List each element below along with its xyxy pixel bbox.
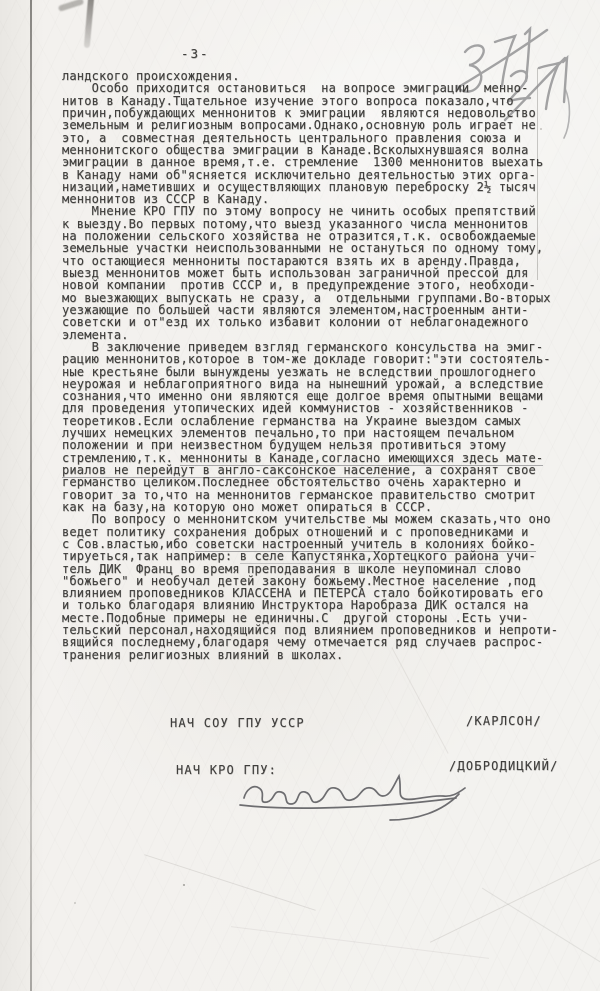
text-line: стремлению,т.к. меннониты в Канаде,согласно имеющихся здесь мате- bbox=[62, 450, 544, 465]
text-line: транения религиозных влияний в школах. bbox=[62, 647, 344, 662]
corner-crease-mark bbox=[58, 0, 85, 12]
signatory-name-karlson: /КАРЛСОН/ bbox=[466, 714, 542, 728]
text-line: вящийся последнему,благодаря чему отмечается ряд случаев распрос- bbox=[62, 635, 544, 650]
text-line: Мнение КРО ГПУ по этому вопросу не чинить особых препятствий bbox=[62, 204, 536, 219]
text-line: теоретиков.Если ослабление германства на Украине выездом самых bbox=[62, 413, 522, 428]
text-line: к выезду.Во первых потому,что выезд указанного числа меннонитов bbox=[62, 216, 529, 231]
text-line: с Сов.властью,ибо советски настроенный учитель в колониях бойко- bbox=[62, 536, 536, 551]
text-line: сознания,что именно они являются еще долгое время опытными вещами bbox=[62, 389, 544, 404]
text-line: ные крестьяне были вынуждены уезжать не вследствии прошлогоднего bbox=[62, 364, 536, 379]
text-line: как на базу,на которую оно может опираться в СССР. bbox=[62, 499, 433, 514]
text-line: меннонитов из СССР в Канаду. bbox=[62, 192, 270, 207]
text-line: на положении сельского хозяйства не отразится,т.к. освобождаемые bbox=[62, 229, 536, 244]
text-line: уезжающие по большей части являются элементом,настроенным анти- bbox=[62, 302, 529, 317]
paper-speck bbox=[74, 902, 76, 904]
text-line: По вопросу о меннонитском учительстве мы можем сказать,что оно bbox=[62, 512, 551, 527]
text-line: тируеться,так например: в селе Капустянка,Хортецкого района учи- bbox=[62, 549, 536, 564]
pencil-underlined-text: советски настроенный учитель в колониях бойко- bbox=[195, 536, 536, 551]
text-line: В заключение приведем взгляд германского консульства на эмиг- bbox=[62, 339, 544, 354]
pencil-underlined-text: риалов не перейдут в англо-саксонское население bbox=[62, 463, 411, 477]
text-line: и только благодаря влиянию Инструктора Наробраза ДИК остался на bbox=[62, 598, 529, 613]
text-line: Особо приходится остановиться на вопросе эмиграции менно- bbox=[62, 81, 529, 96]
text-line: низаций,наметивших и осуществляющих плановую переброску 2½ тысяч bbox=[62, 179, 536, 194]
paper-scratch bbox=[430, 854, 600, 943]
text-line: лучших немецких элементов печально,то при настоящем печальном bbox=[62, 426, 514, 441]
text-line: земельным и религиозным вопросами.Однако,основную роль играет не bbox=[62, 118, 536, 133]
text-line: для проведения утопических идей коммунистов - хозяйственников - bbox=[62, 401, 529, 416]
text-line: нитов в Канаду.Тщательное изучение этого вопроса показало,что bbox=[62, 93, 514, 108]
page-number: -3- bbox=[181, 46, 210, 61]
text-line: неурожая и неблагоприятного вида на нынешний урожай, а вследствие bbox=[62, 376, 544, 391]
pencil-underlined-text: меннониты в Канаде,согласно имеющихся здесь мате- bbox=[180, 450, 544, 465]
text-line: земельные участки неиспользованными не остануться по одному тому, bbox=[62, 241, 544, 256]
paper-scratch bbox=[144, 854, 315, 911]
corner-crease-mark bbox=[84, 0, 95, 48]
pencil-underlined-text: в селе Капустянка,Хортецкого района bbox=[239, 549, 499, 564]
text-line: риалов не перейдут в англо-саксонское население, а сохранят свое bbox=[62, 463, 536, 477]
text-line: ландского происхождения. bbox=[62, 69, 240, 83]
paper-scratch bbox=[482, 888, 600, 974]
page-fold-line bbox=[30, 0, 32, 991]
text-line: что остающиеся меннониты постараются взять их в аренду.Правда, bbox=[62, 253, 522, 268]
signatory-name-brodnitsky: /ДОБРОДИЦКИЙ/ bbox=[449, 759, 559, 773]
text-line: влиянием проповедников КЛАССЕНА и ПЕТЕРСА стало бойкотировать его bbox=[62, 586, 544, 601]
text-line: выезд меннонитов может быть использован заграничной прессой для bbox=[62, 266, 529, 280]
text-line: говорит за то,что на меннонитов германское правительство смотрит bbox=[62, 487, 536, 502]
text-line: ведет политику сохранения добрых отношений и с проповедниками и bbox=[62, 524, 529, 539]
text-line: германство целиком.Последнее обстоятельство очень характерно и bbox=[62, 475, 522, 490]
text-line: в Канаду нами об"ясняется исключительно деятельностью этих орга- bbox=[62, 167, 536, 182]
text-line: мо выезжающих выпускать не сразу, а отдельными группами.Во-вторых bbox=[62, 290, 551, 305]
text-line: причин,побуждающих меннонитов к эмиграции являются недовольство bbox=[62, 105, 536, 120]
text-line: новой компании против СССР и, в предупреждение этого, необходи- bbox=[62, 278, 536, 293]
paper-speck bbox=[183, 884, 185, 886]
signatory-title-sou-gpu: НАЧ СОУ ГПУ УССР bbox=[170, 716, 305, 730]
text-line: это, а совместная деятельность центрального правления союза и bbox=[62, 130, 522, 145]
text-line: тельский персонал,находящийся под влиянием проповедников и непроти- bbox=[62, 623, 559, 638]
text-line: положении и при неизвестном будущем нельзя противиться этому bbox=[62, 438, 507, 453]
text-line: элемента. bbox=[62, 327, 129, 342]
text-line: "божьего" и необучал детей закону божьему.Местное население ,под bbox=[62, 573, 536, 588]
text-line: меннонитского общества эмиграции в Канаде.Всколыхнувшаяся волна bbox=[62, 142, 529, 157]
document-body bbox=[62, 70, 567, 661]
signatory-title-kro-gpu: НАЧ КРО ГПУ: bbox=[176, 763, 278, 777]
paper-scratch bbox=[391, 647, 448, 753]
paper-speck bbox=[540, 128, 542, 130]
text-line: советски и от"езд их только избавит колонии от неблагонадежного bbox=[62, 315, 529, 330]
text-line: эмиграции в данное время,т.е. стремление 1300 меннонитов выехать bbox=[62, 155, 544, 170]
text-line: месте.Подобные примеры не единичны.С другой стороны .Есть учи- bbox=[62, 610, 529, 625]
text-line: рацию меннонитов,которое в том-же докладе говорит:"эти состоятель- bbox=[62, 352, 551, 367]
text-line: тель ДИК Франц во время преподавания в школе неупоминал слово bbox=[62, 561, 522, 576]
